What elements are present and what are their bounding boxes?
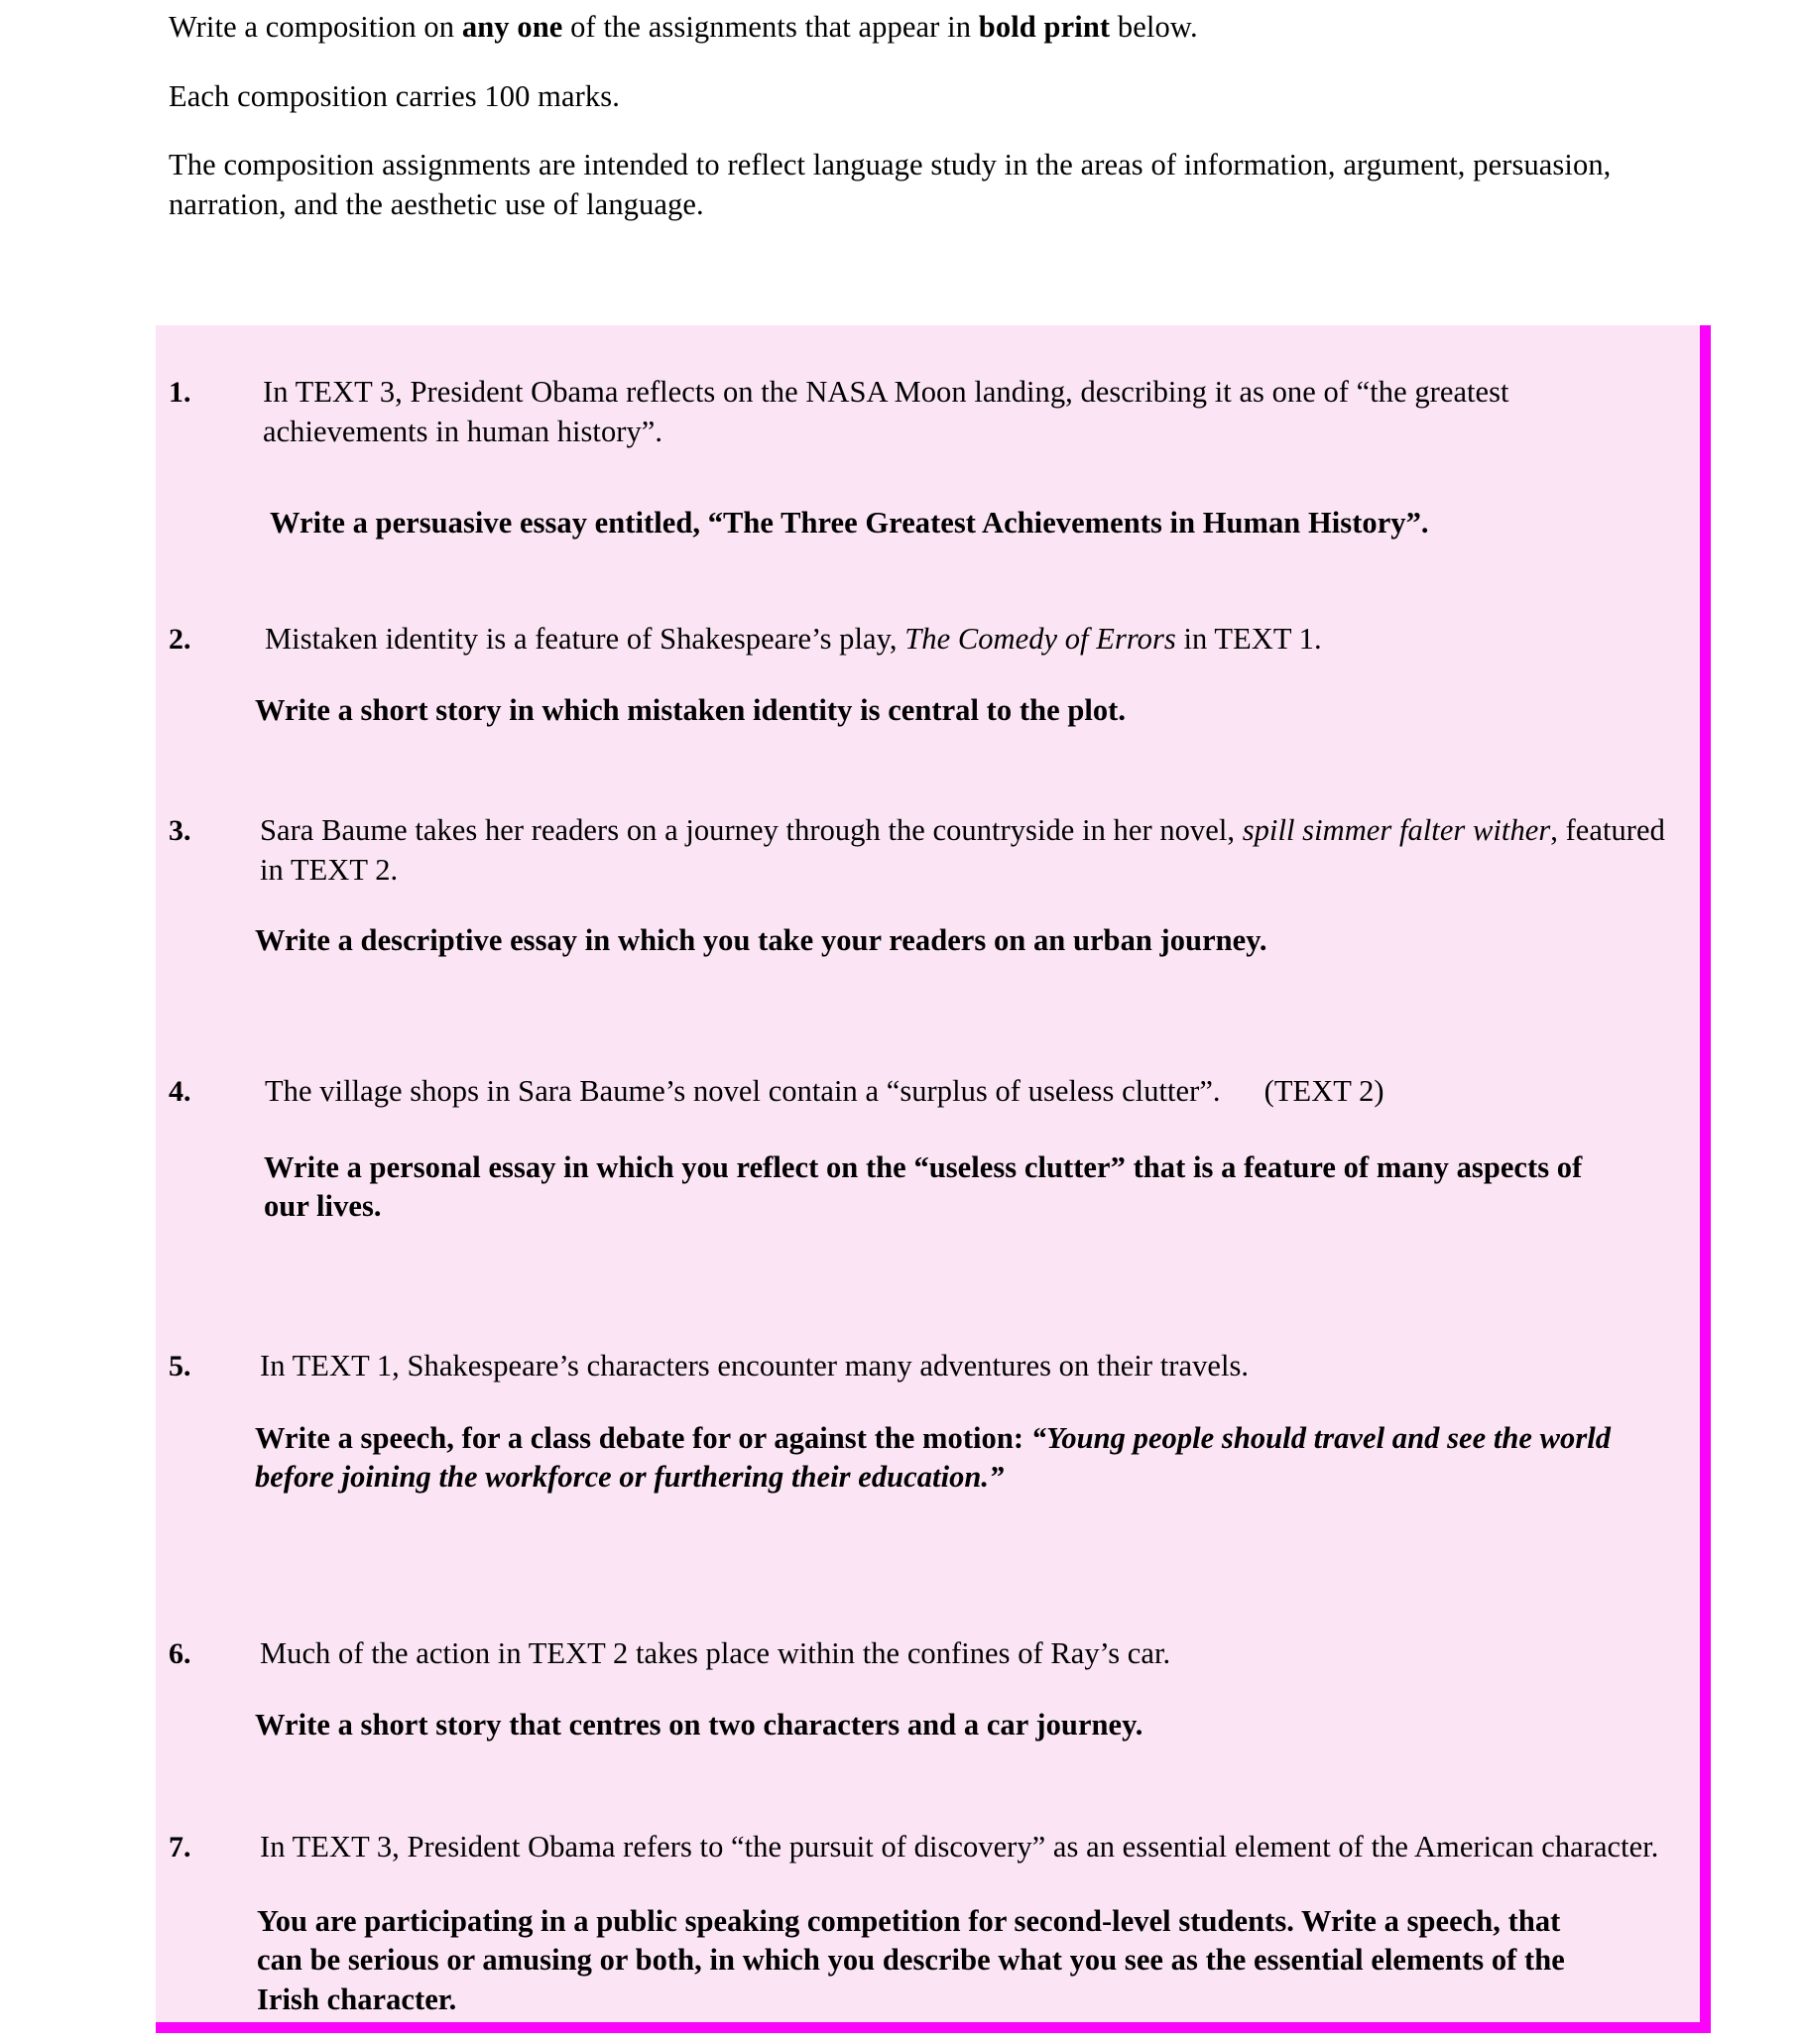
assignment-item-6 xyxy=(156,1634,1700,1744)
assignments-panel xyxy=(156,325,1711,2033)
assignment-body-6 xyxy=(255,1634,1700,1744)
assignment-stem-2-text-a: Mistaken identity is a feature of Shakespeare’s play, xyxy=(265,622,905,656)
assignment-body-7 xyxy=(257,1828,1700,2020)
intro-line-1 xyxy=(169,8,1716,48)
assignment-stem-3-text-a: Sara Baume takes her readers on a journey through the countryside in her novel, xyxy=(260,813,1243,847)
intro-line-1-bold-bold-print: bold print xyxy=(978,10,1111,44)
assignment-task-2: Write a short story in which mistaken identity is central to the plot. xyxy=(255,692,1127,727)
assignment-task-5 xyxy=(255,1419,1643,1498)
assignment-number-2: 2. xyxy=(169,623,191,656)
intro-line-1-text-c: below. xyxy=(1110,10,1198,44)
assignment-number-5: 5. xyxy=(169,1350,191,1383)
assignment-stem-2-title: The Comedy of Errors xyxy=(904,622,1176,656)
assignment-stem-4 xyxy=(265,1072,1674,1112)
assignment-stem-6: Much of the action in TEXT 2 takes place within the confines of Ray’s car. xyxy=(260,1636,1171,1670)
assignment-item-2 xyxy=(156,620,1700,730)
assignment-stem-3-text-b: , featured in TEXT 2. xyxy=(260,813,1665,887)
assignment-task-6: Write a short story that centres on two characters and a car journey. xyxy=(255,1707,1143,1742)
intro-line-1-text-a: Write a composition on xyxy=(169,10,462,44)
assignment-task-7: You are participating in a public speaking competition for second-level students. Write a speech, that can be serious or amusing or both, in which you describe what you see as the essential elements of the Irish character. xyxy=(257,1903,1565,2016)
intro-line-1-bold-any-one: any one xyxy=(461,10,563,44)
assignment-stem-5: In TEXT 1, Shakespeare’s characters encounter many adventures on their travels. xyxy=(260,1349,1250,1383)
assignment-task-5-text-a: Write a speech, for a class debate for or against the motion: xyxy=(255,1420,1031,1455)
assignment-body-4 xyxy=(265,1072,1700,1227)
intro-line-1-text-b: of the assignments that appear in xyxy=(562,10,979,44)
intro-instructions xyxy=(169,8,1716,225)
assignment-stem-4-text-a: The village shops in Sara Baume’s novel contain a “surplus of useless clutter”. xyxy=(265,1074,1221,1108)
assignment-number-3: 3. xyxy=(169,814,191,847)
assignment-task-5-motion: “Young people should travel and see the world before joining the workforce or furthering their education.” xyxy=(255,1420,1612,1495)
assignment-number-1: 1. xyxy=(169,376,191,409)
assignment-stem-1: In TEXT 3, President Obama reflects on the NASA Moon landing, describing it as one of “the greatest achievements in human history”. xyxy=(263,375,1509,448)
assignment-task-1: Write a persuasive essay entitled, “The Three Greatest Achievements in Human History”. xyxy=(270,506,1429,541)
assignment-body-5 xyxy=(255,1347,1700,1498)
assignment-body-1 xyxy=(263,373,1700,543)
assignment-stem-2 xyxy=(265,620,1674,660)
assignment-number-4: 4. xyxy=(169,1075,191,1108)
assignment-item-5 xyxy=(156,1347,1700,1498)
assignment-stem-3-title: spill simmer falter wither xyxy=(1242,813,1551,847)
assignment-item-3 xyxy=(156,811,1700,961)
assignment-number-6: 6. xyxy=(169,1637,191,1670)
assignment-body-2 xyxy=(255,620,1700,730)
assignment-task-4: Write a personal essay in which you reflect on the “useless clutter” that is a feature of many aspects of our lives. xyxy=(264,1149,1583,1224)
assignment-stem-4-text-ref: (TEXT 2) xyxy=(1263,1074,1384,1108)
assignment-stem-7: In TEXT 3, President Obama refers to “the pursuit of discovery” as an essential element of the American character. xyxy=(260,1830,1659,1864)
assignment-item-7 xyxy=(156,1828,1700,2020)
intro-line-2: Each composition carries 100 marks. xyxy=(169,78,620,113)
assignment-stem-2-text-b: in TEXT 1. xyxy=(1175,622,1322,656)
assignment-body-3 xyxy=(255,811,1700,961)
assignment-item-1 xyxy=(156,373,1700,543)
intro-line-3: The composition assignments are intended to reflect language study in the areas of information, argument, persuasion, narration, and the aesthetic use of language. xyxy=(169,148,1612,221)
assignment-task-3: Write a descriptive essay in which you take your readers on an urban journey. xyxy=(255,923,1267,958)
assignment-number-7: 7. xyxy=(169,1831,191,1864)
assignment-item-4 xyxy=(156,1072,1700,1227)
assignment-stem-3 xyxy=(260,811,1674,890)
